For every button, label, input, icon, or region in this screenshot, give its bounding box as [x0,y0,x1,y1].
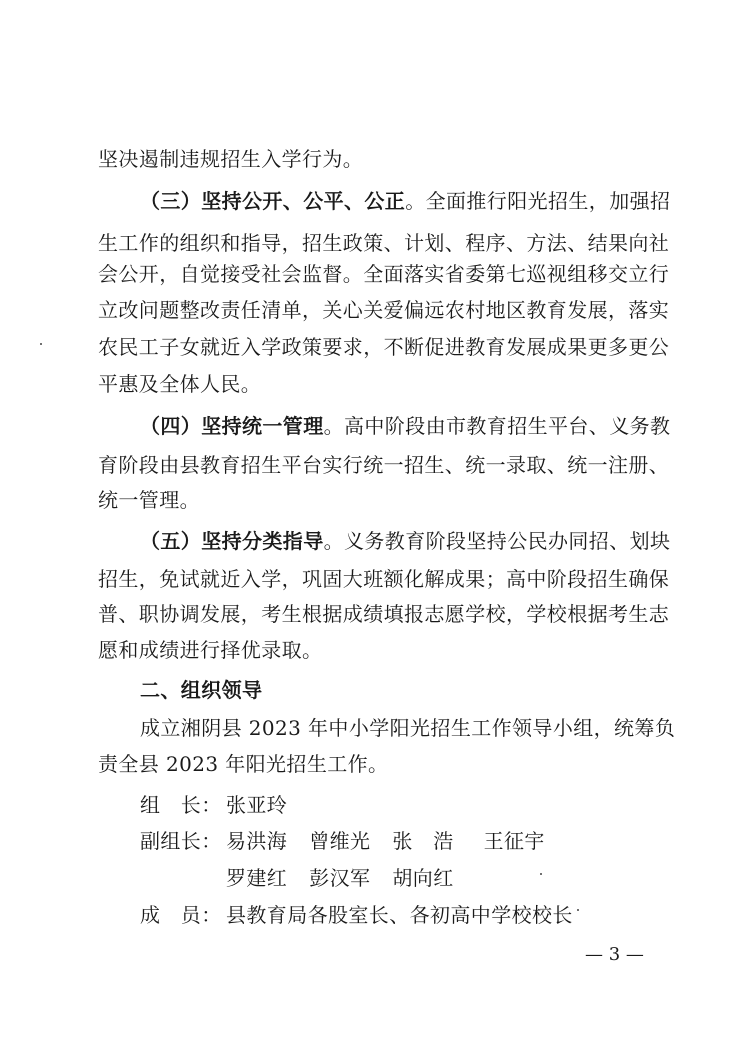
page-number: — 3 — [585,944,644,965]
paragraph-text: 坚决遏制违规招生入学行为。 [98,147,364,171]
paragraph-text: 愿和成绩进行择优录取。 [98,638,323,662]
deputy-name: 曾维光 [309,829,371,853]
paragraph-line [98,147,363,171]
group-leader-row [140,793,287,817]
group-deputy-row [140,829,567,853]
paragraph-text: 。高中阶段由市教育招生平台、义务教 [323,414,671,438]
paragraph-text: 普、职协调发展，考生根据成绩填报志愿学校，学校根据考生志 [98,602,670,626]
paragraph-text: 育阶段由县教育招生平台实行统一招生、统一录取、统一注册、 [98,453,670,477]
paragraph-4-line-2 [98,453,669,477]
paragraph-5-line-1 [140,529,670,553]
paragraph-3-line-2 [98,231,669,255]
paragraph-3-line-6 [98,372,261,396]
paragraph-3-title: （三）坚持公开、公平、公正 [140,189,406,213]
paragraph-6-line-1 [140,716,675,740]
paragraph-3-line-5 [98,335,669,359]
deputy-name: 彭汉军 [309,866,371,890]
members-label: 成 员： [140,903,222,927]
deputy-name: 胡向红 [392,866,454,890]
scan-speck [577,909,579,911]
deputy-name: 罗建红 [226,866,288,890]
deputy-name: 张 浩 [392,829,454,853]
deputy-name: 易洪海 [226,829,288,853]
members-text: 县教育局各股室长、各初高中学校校长 [226,903,573,927]
paragraph-text: 农民工子女就近入学政策要求，不断促进教育发展成果更多更公 [98,335,670,359]
group-members-row [140,903,573,927]
paragraph-6-line-2 [98,752,388,776]
paragraph-3-line-4 [98,298,669,322]
leader-name: 张亚玲 [226,793,288,817]
paragraph-text: 生工作的组织和指导，招生政策、计划、程序、方法、结果向社 [98,231,670,255]
paragraph-4-title: （四）坚持统一管理 [140,414,324,438]
paragraph-text: 平惠及全体人民。 [98,372,262,396]
paragraph-3-line-3 [98,262,669,286]
paragraph-text: 。全面推行阳光招生，加强招 [405,189,671,213]
paragraph-3-line-1 [140,189,670,213]
paragraph-5-title: （五）坚持分类指导 [140,529,324,553]
section-heading-text: 二、组织领导 [140,678,263,702]
paragraph-text: 责全县 2023 年阳光招生工作。 [98,752,389,776]
paragraph-text: 成立湘阴县 2023 年中小学阳光招生工作领导小组，统筹负 [140,716,676,740]
paragraph-4-line-1 [140,414,670,438]
section-heading [140,678,262,702]
paragraph-text: 招生，免试就近入学，巩固大班额化解成果；高中阶段招生确保 [98,567,670,591]
paragraph-text: 立改问题整改责任清单，关心关爱偏远农村地区教育发展，落实 [98,298,670,322]
group-deputy-row-2 [226,866,476,890]
paragraph-4-line-3 [98,488,200,512]
paragraph-5-line-4 [98,638,322,662]
scan-speck [540,873,542,875]
paragraph-text: 统一管理。 [98,488,200,512]
paragraph-text: 会公开，自觉接受社会监督。全面落实省委第七巡视组移交立行 [98,262,670,286]
paragraph-5-line-3 [98,602,669,626]
deputy-name: 王征宇 [483,829,545,853]
paragraph-text: 。义务教育阶段坚持公民办同招、划块 [323,529,671,553]
paragraph-5-line-2 [98,567,669,591]
leader-label: 组 长： [140,793,222,817]
deputy-label: 副组长： [140,829,222,853]
scan-speck [40,343,42,345]
